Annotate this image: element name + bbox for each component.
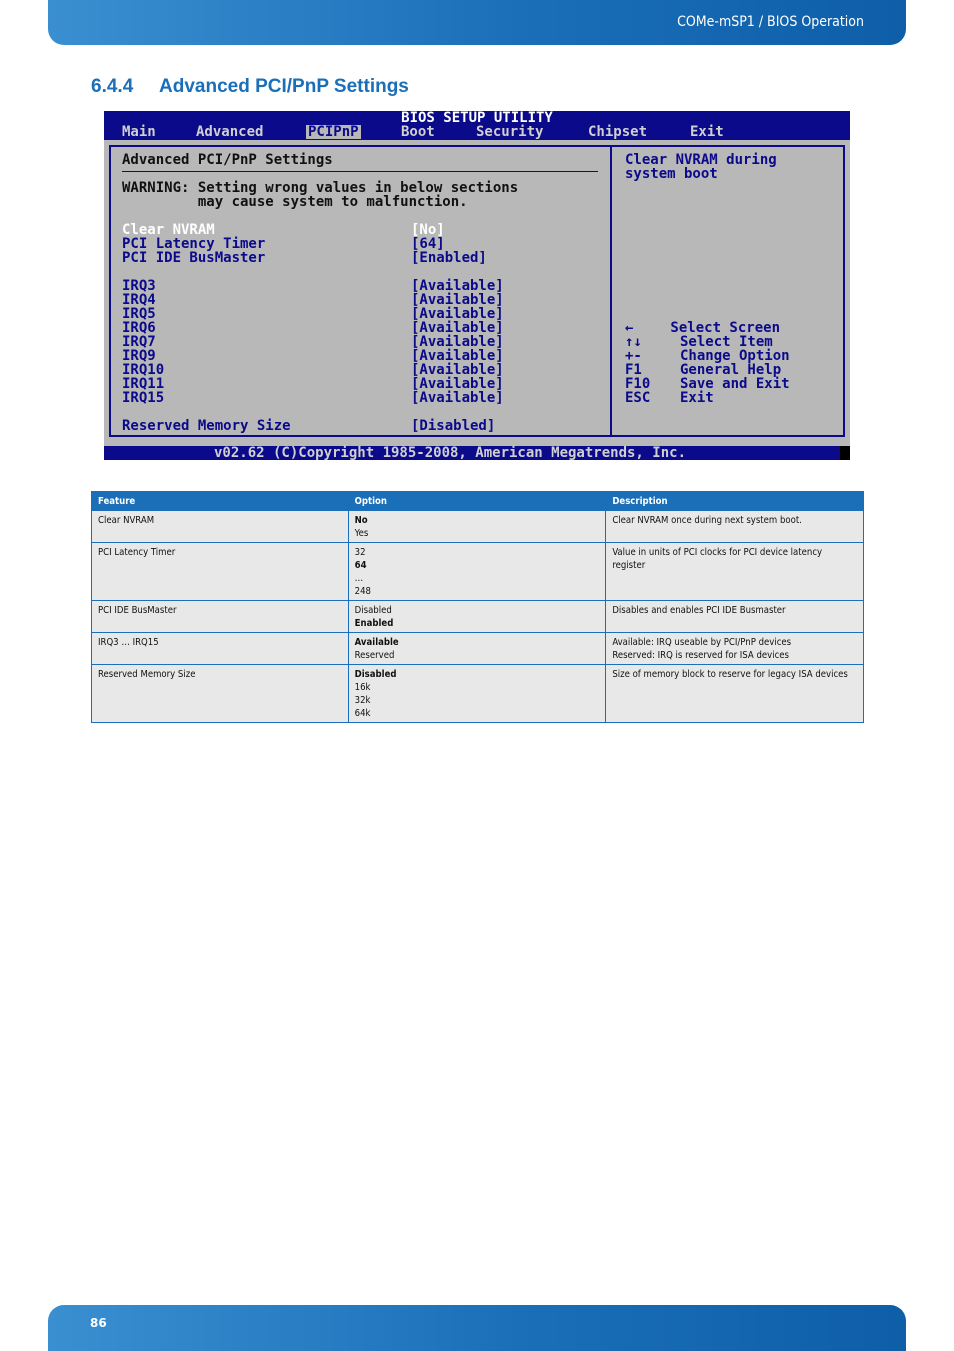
description-text: Disables and enables PCI IDE Busmaster xyxy=(612,605,786,616)
bios-help-1: Clear NVRAM during xyxy=(625,152,777,168)
footer-band xyxy=(48,1305,906,1351)
option-value: … xyxy=(354,573,364,584)
bios-menu-chipset[interactable]: Chipset xyxy=(588,124,648,140)
bios-setting-value[interactable]: [64] xyxy=(411,236,445,252)
bios-menu-boot[interactable]: Boot xyxy=(401,124,435,140)
bios-setting-value[interactable]: [No] xyxy=(411,222,445,238)
bios-key: ESC xyxy=(625,390,651,406)
bios-setting-label[interactable]: PCI Latency Timer xyxy=(122,236,266,252)
bios-corner xyxy=(840,446,850,460)
bios-setting-label[interactable]: IRQ4 xyxy=(122,292,156,308)
option-value: Enabled xyxy=(354,618,394,629)
option-value: 16k xyxy=(354,682,371,693)
option-cell xyxy=(348,665,606,723)
table-header-feature: Feature xyxy=(92,492,349,511)
feature-cell: PCI IDE BusMaster xyxy=(92,601,349,633)
bios-setting-label[interactable]: IRQ7 xyxy=(122,334,156,350)
option-cell xyxy=(348,511,606,543)
bios-menu-main[interactable]: Main xyxy=(122,124,156,140)
bios-setting-label[interactable]: PCI IDE BusMaster xyxy=(122,250,266,266)
description-cell xyxy=(606,665,864,723)
bios-setting-value[interactable]: [Available] xyxy=(411,292,504,308)
bios-key: F10 xyxy=(625,376,651,392)
feature-cell: Reserved Memory Size xyxy=(92,665,349,723)
bios-setting-label[interactable]: IRQ3 xyxy=(122,278,156,294)
bios-key: F1 xyxy=(625,362,642,378)
section-heading xyxy=(91,76,409,98)
bios-setting-value[interactable]: [Available] xyxy=(411,376,504,392)
table-row xyxy=(92,633,864,665)
option-value: 64k xyxy=(354,708,371,719)
options-table xyxy=(91,491,864,723)
option-value: Available xyxy=(354,637,399,648)
option-cell xyxy=(348,633,606,665)
option-value: Disabled xyxy=(354,605,392,616)
bios-key: ↑↓ xyxy=(625,334,642,350)
bios-key: +- xyxy=(625,348,642,364)
bios-key-action: Exit xyxy=(680,390,714,406)
bios-top-bar xyxy=(104,111,850,140)
bios-setting-value[interactable]: [Available] xyxy=(411,320,504,336)
option-value: 32 xyxy=(354,547,366,558)
option-value: No xyxy=(354,515,368,526)
bios-setting-value[interactable]: [Available] xyxy=(411,362,504,378)
bios-bottom-bar xyxy=(104,446,850,460)
bios-setting-label[interactable]: IRQ5 xyxy=(122,306,156,322)
bios-setting-value[interactable]: [Available] xyxy=(411,334,504,350)
table-row xyxy=(92,665,864,723)
bios-menu-security[interactable]: Security xyxy=(476,124,544,140)
description-text: Available: IRQ useable by PCI/PnP devices xyxy=(612,637,792,648)
bios-setting-value[interactable]: [Available] xyxy=(411,306,504,322)
feature-cell: Clear NVRAM xyxy=(92,511,349,543)
bios-setting-value[interactable]: [Available] xyxy=(411,390,504,406)
bios-help-2: system boot xyxy=(625,166,718,182)
description-text: Size of memory block to reserve for legacy ISA devices xyxy=(612,669,848,680)
bios-menu-exit[interactable]: Exit xyxy=(690,124,724,140)
table-header-row xyxy=(92,492,864,511)
bios-setting-value[interactable]: [Available] xyxy=(411,278,504,294)
bios-warning-2: may cause system to malfunction. xyxy=(122,194,468,210)
feature-cell: IRQ3 … IRQ15 xyxy=(92,633,349,665)
option-value: Reserved xyxy=(354,650,395,661)
bios-menu-pcipnp[interactable]: PCIPnP xyxy=(308,124,359,140)
header-title: COMe-mSP1 / BIOS Operation xyxy=(677,14,864,30)
option-cell xyxy=(348,601,606,633)
bios-key: ← xyxy=(625,320,634,336)
option-value: Disabled xyxy=(354,669,397,680)
option-value: 32k xyxy=(354,695,371,706)
option-value: Yes xyxy=(354,528,369,539)
bios-setting-value[interactable]: [Available] xyxy=(411,348,504,364)
bios-key-action: General Help xyxy=(680,362,782,378)
option-value: 64 xyxy=(354,560,367,571)
bios-title: BIOS SETUP UTILITY xyxy=(401,111,553,126)
bios-setting-label[interactable]: IRQ9 xyxy=(122,348,156,364)
bios-setting-label[interactable]: Reserved Memory Size xyxy=(122,418,291,434)
section-title: Advanced PCI/PnP Settings xyxy=(159,76,409,97)
bios-panel-title: Advanced PCI/PnP Settings xyxy=(122,152,333,168)
bios-menu-advanced[interactable]: Advanced xyxy=(196,124,264,140)
header-band xyxy=(48,0,906,45)
bios-key-action: Select Item xyxy=(680,334,773,350)
page-number: 86 xyxy=(90,1316,107,1330)
description-text: Value in units of PCI clocks for PCI device latency register xyxy=(612,547,823,571)
table-row xyxy=(92,543,864,601)
table-row xyxy=(92,601,864,633)
bios-copyright: v02.62 (C)Copyright 1985-2008, American Megatrends, Inc. xyxy=(214,445,687,460)
table-header-option: Option xyxy=(348,492,606,511)
table-header-description: Description xyxy=(606,492,864,511)
bios-setting-label[interactable]: IRQ11 xyxy=(122,376,165,392)
option-value: 248 xyxy=(354,586,371,597)
section-number: 6.4.4 xyxy=(91,76,134,97)
option-cell xyxy=(348,543,606,601)
description-cell xyxy=(606,601,864,633)
bios-screenshot xyxy=(104,111,850,460)
description-text: Clear NVRAM once during next system boot. xyxy=(612,515,802,526)
bios-warning-1: WARNING: Setting wrong values in below sections xyxy=(122,180,519,196)
bios-setting-label[interactable]: IRQ10 xyxy=(122,362,165,378)
description-cell xyxy=(606,543,864,601)
bios-setting-value[interactable]: [Disabled] xyxy=(411,418,496,434)
description-text: Reserved: IRQ is reserved for ISA devices xyxy=(612,650,789,661)
table-row xyxy=(92,511,864,543)
bios-setting-label[interactable]: IRQ15 xyxy=(122,390,165,406)
bios-rule xyxy=(122,171,598,172)
bios-setting-label[interactable]: Clear NVRAM xyxy=(122,222,215,238)
bios-key-action: Select Screen xyxy=(662,320,781,336)
bios-setting-value[interactable]: [Enabled] xyxy=(411,250,487,266)
description-cell xyxy=(606,511,864,543)
bios-key-action: Change Option xyxy=(680,348,790,364)
bios-divider xyxy=(610,145,612,437)
bios-key-action: Save and Exit xyxy=(680,376,790,392)
feature-cell: PCI Latency Timer xyxy=(92,543,349,601)
description-cell xyxy=(606,633,864,665)
bios-setting-label[interactable]: IRQ6 xyxy=(122,320,156,336)
